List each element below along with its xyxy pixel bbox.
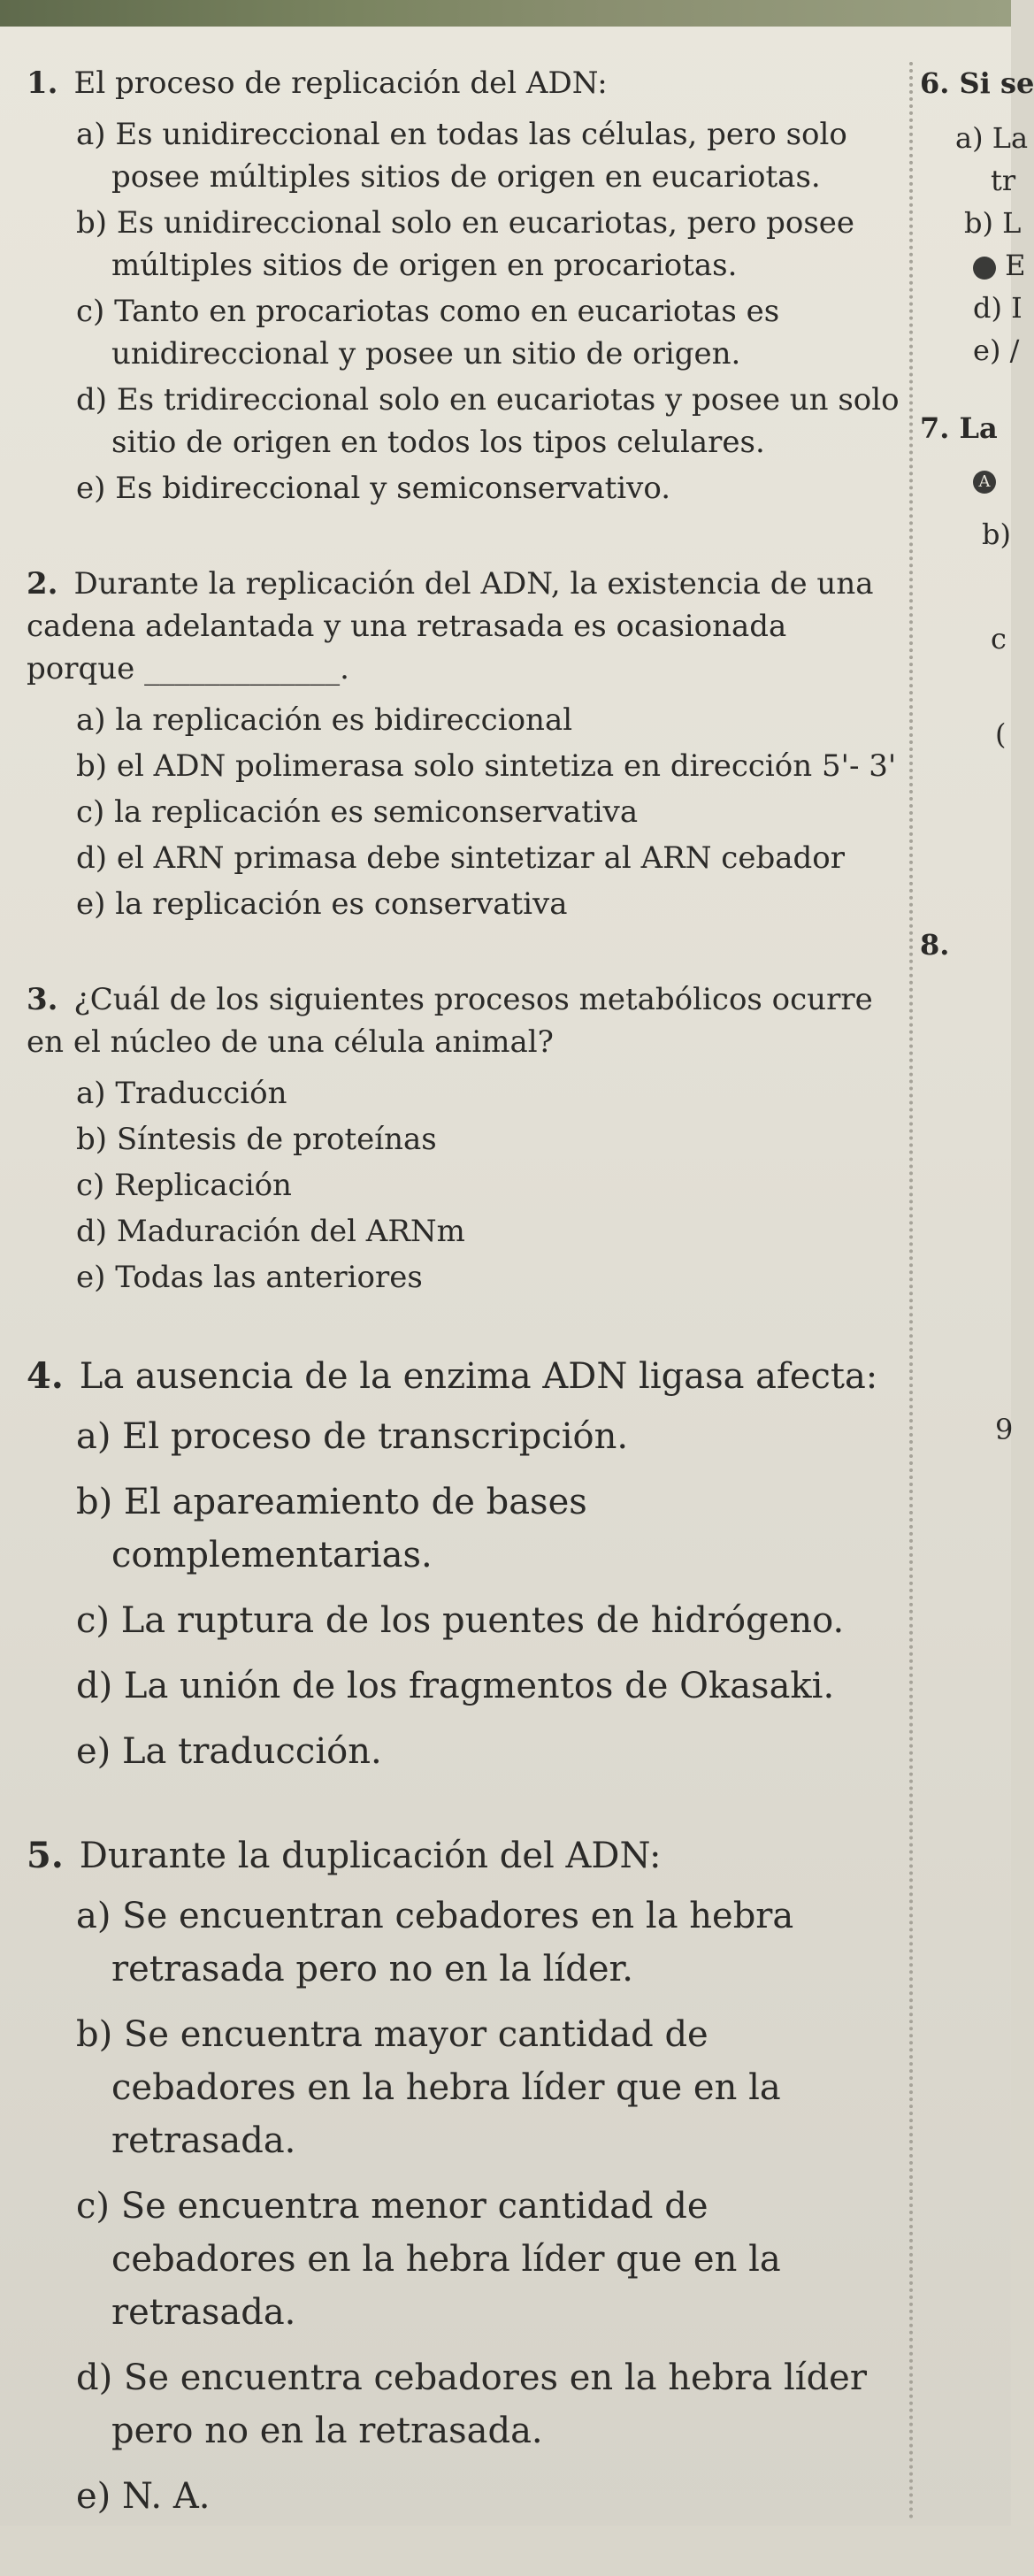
question-9-stem: 9 (995, 1413, 1014, 1446)
question-stem (27, 62, 902, 104)
option-e[interactable]: e) Es bidireccional y semiconservativo. (76, 471, 671, 506)
option-a[interactable]: a) El proceso de transcripción. (76, 1416, 629, 1457)
right-question-column-cropped (911, 62, 1034, 1451)
question-number: 5. (27, 1835, 64, 1876)
question-6-stem: 6. Si se (920, 66, 1034, 100)
question-stem (27, 978, 902, 1063)
option-list (27, 1072, 902, 1299)
question-stem (27, 1831, 902, 1881)
option-d[interactable]: d) Se encuentra cebadores en la hebra líder pero no en la retrasada. (76, 2358, 867, 2451)
option-e[interactable]: e) la replicación es conservativa (76, 886, 568, 922)
option-d[interactable]: d) Es tridireccional solo en eucariotas y posee un solo sitio de origen en todos los tipos celulares. (76, 382, 900, 460)
option-b[interactable]: b) el ADN polimerasa solo sintetiza en dirección 5'- 3' (76, 748, 897, 784)
option-e[interactable]: e) Todas las anteriores (76, 1260, 423, 1295)
question-6-option-a-cont: tr (991, 164, 1016, 197)
question-3 (27, 978, 902, 1299)
question-text: Durante la replicación del ADN, la existencia de una cadena adelantada y una retrasada es ocasionada porque _____________. (27, 566, 874, 686)
question-number: 2. (27, 566, 58, 602)
question-7-stem: 7. La (920, 411, 998, 445)
option-a[interactable]: a) la replicación es bidireccional (76, 702, 573, 738)
option-list (27, 699, 902, 925)
question-4 (27, 1352, 902, 1778)
question-stem (27, 563, 902, 690)
question-stem (27, 1352, 902, 1401)
question-6-option-d[interactable]: d) I (973, 291, 1023, 325)
question-text: La ausencia de la enzima ADN ligasa afecta: (79, 1356, 878, 1397)
option-e[interactable]: e) N. A. (76, 2476, 211, 2517)
option-a[interactable]: a) Es unidireccional en todas las células, pero solo posee múltiples sitios de origen en eucariotas. (76, 117, 847, 195)
question-number: 3. (27, 982, 58, 1017)
question-1 (27, 62, 902, 510)
question-5 (27, 1831, 902, 2523)
option-c[interactable]: c) Se encuentra menor cantidad de cebadores en la hebra líder que en la retrasada. (76, 2186, 781, 2333)
option-d[interactable]: d) Maduración del ARNm (76, 1214, 465, 1249)
question-6-option-b[interactable]: b) L (964, 206, 1022, 240)
option-d[interactable]: d) el ARN primasa debe sintetizar al ARN cebador (76, 840, 845, 876)
option-a[interactable]: a) Traducción (76, 1076, 287, 1111)
option-list (27, 1410, 902, 1778)
option-b[interactable]: b) Síntesis de proteínas (76, 1122, 437, 1157)
option-c[interactable]: c) Tanto en procariotas como en eucariotas es unidireccional y posee un sitio de origen. (76, 294, 780, 372)
question-7-option-c[interactable]: c (991, 622, 1007, 656)
question-7-option-d[interactable]: ( (995, 717, 1007, 751)
question-number: 4. (27, 1355, 64, 1397)
question-6-option-e[interactable]: e) / (973, 334, 1020, 367)
question-6-option-c-marker: E (1005, 249, 1026, 282)
option-c[interactable]: c) Replicación (76, 1168, 292, 1203)
option-e[interactable]: e) La traducción. (76, 1731, 382, 1772)
question-6-option-a[interactable]: a) La (955, 121, 1029, 155)
question-2 (27, 563, 902, 925)
question-text: Durante la duplicación del ADN: (79, 1836, 662, 1876)
option-d[interactable]: d) La unión de los fragmentos de Okasaki. (76, 1666, 835, 1706)
option-b[interactable]: b) El apareamiento de bases complementarias. (76, 1482, 587, 1576)
option-b[interactable]: b) Es unidireccional solo en eucariotas, pero posee múltiples sitios de origen en procariotas. (76, 205, 855, 283)
left-question-column (27, 62, 902, 2576)
option-list (27, 113, 902, 510)
option-c[interactable]: c) la replicación es semiconservativa (76, 794, 639, 830)
question-text: ¿Cuál de los siguientes procesos metabólicos ocurre en el núcleo de una célula animal? (27, 982, 873, 1060)
page-top-edge (0, 0, 1011, 27)
option-b[interactable]: b) Se encuentra mayor cantidad de cebadores en la hebra líder que en la retrasada. (76, 2014, 781, 2161)
question-7-option-b[interactable]: b) (982, 518, 1011, 551)
question-text: El proceso de replicación del ADN: (73, 65, 608, 101)
question-8-stem: 8. (920, 928, 950, 962)
answer-mark-icon (973, 257, 996, 280)
option-a[interactable]: a) Se encuentran cebadores en la hebra retrasada pero no en la líder. (76, 1896, 794, 1990)
option-c[interactable]: c) La ruptura de los puentes de hidrógeno. (76, 1600, 845, 1641)
option-list (27, 1890, 902, 2523)
question-number: 1. (27, 65, 58, 101)
question-7-option-a-marker: A (973, 471, 996, 494)
